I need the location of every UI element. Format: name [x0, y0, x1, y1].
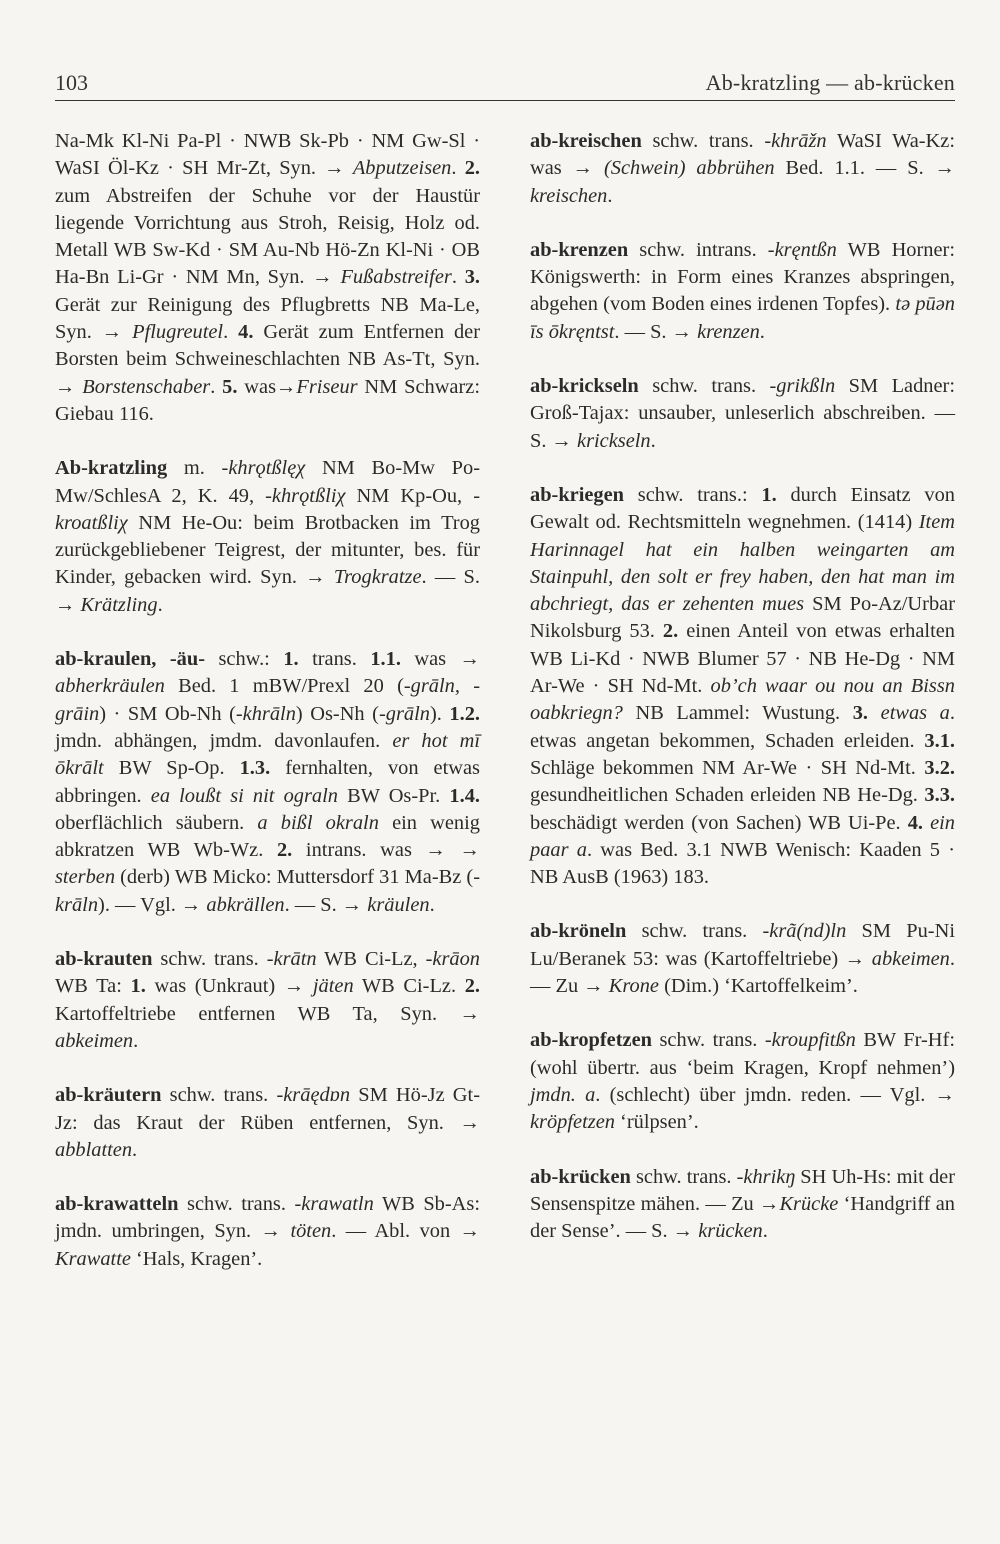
italic-text: sterben: [55, 866, 116, 889]
italic-text: Borstenschaber: [82, 375, 211, 398]
italic-text: tə pūən īs ōkręntst: [530, 293, 955, 343]
entry-text: was (Unkraut) →: [145, 975, 313, 998]
entry-text: durch Einsatz von Gewalt od. Rechtsmitteln wegnehmen. (1414): [530, 483, 955, 534]
dictionary-entry: [530, 482, 955, 891]
entry-headword: Ab-kratzling: [55, 457, 168, 480]
entry-text: SH Uh-Hs: mit der Sensenspitze mähen. — Zu →: [530, 1165, 955, 1215]
sense-number: 3.3.: [924, 784, 955, 807]
entry-text: ).: [429, 702, 450, 725]
entry-text: .: [133, 1029, 139, 1052]
entry-text: . — S. →: [55, 566, 480, 616]
entry-headword: ab-kropfetzen: [530, 1029, 652, 1052]
entry-text: . etwas angetan bekommen, Schaden erleiden.: [530, 702, 955, 752]
entry-text: WB Sb-As: jmdn. umbringen, Syn. →: [55, 1193, 480, 1243]
entry-text: ‘Hals, Kragen’.: [130, 1247, 263, 1270]
entry-text: schw. trans.: [178, 1193, 295, 1216]
entry-text: SM Ladner: Groß-Tajax: unsauber, unleserlich abschreiben. — S. →: [530, 375, 955, 452]
sense-number: 1.: [761, 483, 777, 506]
entry-text: Gerät zur Reinigung des Pflugbretts NB Ma-Le, Syn. →: [55, 293, 480, 344]
entry-headword: ab-krickseln: [530, 375, 639, 398]
dictionary-entry: [530, 237, 955, 346]
entry-headword: ab-krawatteln: [55, 1193, 179, 1216]
italic-text: Fußabstreifer: [340, 266, 452, 289]
sense-number: 1.4.: [449, 784, 480, 807]
italic-text: -krāędɒn: [276, 1084, 351, 1107]
entry-text: WB Ci-Lz.: [353, 975, 465, 998]
entry-text: SM Po-Az/Urbar Nikolsburg 53.: [530, 593, 955, 643]
italic-text: ea loußt si nit ograln: [150, 784, 338, 807]
italic-text: abkeimen: [871, 947, 950, 970]
italic-text: -grāln, -grāin: [55, 675, 480, 725]
entry-headword: ab-kraulen, -äu-: [55, 648, 206, 671]
italic-text: Friseur: [296, 375, 358, 398]
entry-text: . — S. →: [284, 893, 368, 916]
entry-text: was→: [237, 375, 297, 398]
dictionary-entry: [55, 646, 480, 919]
entry-text: NM Kp-Ou,: [345, 484, 474, 507]
entry-text: Na-Mk Kl-Ni Pa-Pl · NWB Sk-Pb · NM Gw-Sl · WaSI Öl-Kz · SH Mr-Zt, Syn. →: [55, 130, 480, 180]
entry-text: trans.: [298, 648, 371, 671]
italic-text: -grikßln: [769, 375, 836, 398]
entry-text: .: [451, 266, 465, 289]
sense-number: 2.: [464, 157, 480, 180]
italic-text: etwas a: [880, 702, 950, 725]
entry-text: schw.:: [205, 648, 284, 671]
italic-text: kreischen: [530, 184, 608, 207]
sense-number: 2.: [276, 839, 293, 862]
sense-number: 1.: [130, 975, 146, 998]
sense-number: 3.: [464, 266, 480, 289]
dictionary-entry: [55, 1191, 480, 1273]
dictionary-entry: [55, 946, 480, 1055]
entry-text: Kartoffeltriebe entfernen WB Ta, Syn. →: [55, 1002, 480, 1025]
entry-text: (derb) WB Micko: Muttersdorf 31 Ma-Bz (: [115, 866, 474, 889]
sense-number: 4.: [907, 811, 924, 834]
dictionary-entry: [530, 373, 955, 455]
entry-text: .: [132, 1138, 138, 1161]
entry-headword: ab-krenzen: [530, 238, 629, 261]
entry-text: . — Abl. von →: [331, 1220, 480, 1243]
entry-text: SM Pu-Ni Lu/Beranek 53: was (Kartoffeltriebe) →: [530, 920, 955, 970]
entry-text: . — Zu →: [530, 947, 955, 998]
entry-text: . (schlecht) über jmdn. reden. — Vgl. →: [595, 1083, 955, 1106]
italic-text: -khrǫtßliχ: [265, 484, 346, 507]
entry-text: fernhalten, von etwas abbringen.: [55, 757, 480, 807]
italic-text: krücken: [698, 1220, 763, 1243]
italic-text: abkeimen: [55, 1029, 134, 1052]
entry-text: WB Horner: Königswerth: in Form eines Kranzes abspringen, abgehen (vom Boden eines irdenen Topfes).: [530, 238, 955, 316]
italic-text: -krāln: [55, 866, 480, 916]
italic-text: -kroupfitßn: [764, 1029, 856, 1052]
entry-text: schw. intrans.: [628, 238, 768, 261]
entry-text: .: [759, 320, 765, 343]
entry-text: NM Schwarz: Giebau 116.: [55, 375, 480, 425]
entry-text: was →: [400, 648, 480, 671]
entry-text: schw. trans.:: [624, 483, 762, 506]
entry-text: Bed. 1 mBW/Prexl 20 (: [164, 675, 404, 698]
italic-text: Item Harinnagel hat ein halben weingarten am Stainpuhl, den solt er frey haben, den hat man im abchriegt, das er zehenten mues: [530, 511, 955, 616]
sense-number: 1.2.: [449, 702, 480, 725]
entry-text: Bed. 1.1. — S. →: [774, 157, 955, 180]
sense-number: 1.1.: [370, 648, 401, 671]
italic-text: -khrāžn: [764, 130, 827, 152]
italic-text: töten: [290, 1220, 332, 1243]
italic-text: (Schwein) abbrühen: [603, 157, 775, 180]
entry-text: oberflächlich säubern.: [55, 811, 258, 834]
entry-text: ein wenig abkratzen WB Wb-Wz.: [55, 811, 480, 862]
entry-text: [868, 702, 881, 724]
italic-text: Krücke: [779, 1192, 839, 1215]
dictionary-entry: [530, 128, 955, 210]
entry-text: zum Abstreifen der Schuhe vor der Haustür liegende Vorrichtung aus Stroh, Reisig, Holz od. Metall WB Sw-Kd · SM Au-Nb Hö-Zn Kl-Ni · OB Ha-Bn Li-Gr · NM Mn, Syn. →: [55, 184, 480, 289]
sense-number: 5.: [222, 375, 238, 398]
sense-number: 2.: [464, 975, 481, 998]
dictionary-entry: [530, 918, 955, 1000]
entry-text: beschädigt werden (von Sachen) WB Ui-Pe.: [530, 811, 908, 834]
right-column: [530, 128, 955, 1272]
entry-headword: ab-kräutern: [55, 1084, 162, 1107]
italic-text: ob’ch waar ou nou an Bissn oabkriegn?: [530, 675, 955, 725]
italic-text: a bißl okraln: [257, 811, 379, 834]
sense-number: 3.1.: [924, 729, 955, 752]
italic-text: -krātn: [266, 948, 317, 971]
italic-text: krenzen: [697, 320, 760, 343]
italic-text: -khrāln: [235, 702, 296, 725]
italic-text: Krone: [608, 975, 659, 998]
entry-text: NM Bo-Mw Po-Mw/SchlesA 2, K. 49,: [55, 457, 480, 507]
entry-text: schw. trans.: [161, 1084, 277, 1107]
italic-text: -khrikŋ: [736, 1165, 796, 1188]
entry-text: WB Ta:: [55, 975, 131, 998]
entry-text: ‘Handgriff an der Sense’. — S. →: [530, 1192, 955, 1243]
entry-text: NM He-Ou: beim Brotbacken im Trog zurückgebliebener Teigrest, der mitunter, bes. für Kinder, gebacken wird. Syn. →: [55, 511, 480, 589]
italic-text: krickseln: [577, 429, 651, 452]
italic-text: -khrǫtßlęχ: [221, 457, 306, 480]
italic-text: Pflugreutel: [132, 321, 224, 344]
entry-text: Schläge bekommen NM Ar-We · SH Nd-Mt.: [530, 756, 925, 779]
entry-text: schw. trans.: [626, 920, 763, 943]
entry-text: ) · SM Ob-Nh (: [99, 702, 236, 725]
entry-headword: ab-kröneln: [530, 920, 627, 943]
entry-text: BW Os-Pr.: [337, 784, 450, 807]
sense-number: 3.2.: [924, 756, 955, 779]
sense-number: 4.: [238, 321, 254, 344]
page-number: 103: [55, 70, 88, 95]
entry-text: .: [223, 321, 239, 344]
italic-text: ein paar a: [530, 811, 955, 861]
entry-text: schw. trans.: [152, 948, 267, 971]
italic-text: -krawatln: [294, 1193, 374, 1216]
sense-number: 3.: [852, 702, 869, 725]
left-column: [55, 128, 480, 1300]
sense-number: 1.: [283, 648, 299, 671]
sense-number: 1.3.: [239, 757, 271, 780]
italic-text: -krã(nd)ln: [762, 920, 847, 943]
entry-text: .: [607, 184, 613, 207]
dictionary-entry: [530, 1164, 955, 1246]
entry-text: ). — Vgl. →: [98, 893, 207, 916]
entry-text: schw. trans.: [630, 1165, 737, 1188]
entry-text: Gerät zum Entfernen der Borsten beim Schweineschlachten NB As-Tt, Syn. →: [55, 321, 481, 398]
entry-text: WaSI Wa-Kz: was →: [530, 130, 955, 180]
entry-text: NB Lammel: Wustung.: [622, 702, 853, 725]
entry-text: intrans. was → →: [292, 839, 480, 862]
italic-text: abkrällen: [206, 893, 285, 916]
page-header: [55, 66, 955, 101]
entry-text: m.: [167, 457, 222, 480]
italic-text: abherkräulen: [55, 675, 165, 698]
entry-text: WB Ci-Lz,: [316, 948, 426, 971]
italic-text: Abputzeisen: [352, 157, 452, 180]
entry-text: schw. trans.: [638, 375, 770, 398]
entry-text: .: [210, 375, 223, 398]
italic-text: -kręntßn: [767, 238, 837, 261]
entry-text: SM Hö-Jz Gt-Jz: das Kraut der Rüben entfernen, Syn. →: [55, 1084, 480, 1134]
entry-text: (Dim.) ‘Kartoffelkeim’.: [658, 975, 858, 998]
entry-text: BW Sp-Op.: [103, 757, 240, 780]
entry-headword: ab-kreischen: [530, 130, 642, 152]
entry-text: ‘rülpsen’.: [614, 1111, 699, 1134]
italic-text: jäten: [312, 975, 354, 998]
entry-headword: ab-kriegen: [530, 483, 625, 506]
entry-headword: ab-krücken: [530, 1165, 631, 1188]
sense-number: 2.: [662, 620, 679, 643]
entry-text: . — S. →: [614, 320, 698, 343]
italic-text: er hot mī ōkrālt: [55, 729, 480, 780]
italic-text: Krawatte: [55, 1247, 131, 1270]
entry-text: . was Bed. 3.1 NWB Wenisch: Kaaden 5 · NB AusB (1963) 183.: [530, 838, 955, 889]
dictionary-entry: [55, 455, 480, 619]
entry-text: ) Os-Nh (: [295, 702, 379, 725]
entry-text: .: [429, 893, 435, 916]
entry-text: einen Anteil von etwas erhalten WB Li-Kd · NWB Blumer 57 · NB He-Dg · NM Ar-We · SH Nd-Mt.: [530, 620, 955, 698]
entry-text: .: [157, 593, 163, 616]
running-head: Ab-kratzling — ab-krücken: [705, 70, 955, 95]
italic-text: -kroatßliχ: [55, 484, 480, 534]
entry-text: .: [650, 429, 656, 452]
entry-text: jmdn. abhängen, jmdm. davonlaufen.: [55, 729, 393, 752]
dictionary-entry: [55, 1082, 480, 1164]
entry-headword: ab-krauten: [55, 948, 153, 971]
italic-text: -krāon: [425, 948, 480, 971]
entry-text: BW Fr-Hf: (wohl übertr. aus ‘beim Kragen, Kropf nehmen’): [530, 1029, 955, 1079]
italic-text: abblatten: [55, 1138, 133, 1161]
entry-text: .: [762, 1220, 768, 1243]
entry-continuation: [55, 128, 480, 428]
entry-text: .: [451, 157, 465, 180]
italic-text: Krätzling: [80, 593, 158, 616]
entry-text: gesundheitlichen Schaden erleiden NB He-Dg.: [530, 784, 925, 807]
entry-text: schw. trans.: [651, 1029, 765, 1052]
italic-text: Trogkratze: [333, 566, 422, 589]
entry-text: schw. trans.: [641, 130, 765, 152]
italic-text: -grāln: [378, 702, 430, 725]
italic-text: kröpfetzen: [530, 1111, 615, 1134]
italic-text: kräulen: [367, 893, 430, 916]
dictionary-entry: [530, 1027, 955, 1136]
italic-text: jmdn. a: [530, 1083, 596, 1106]
